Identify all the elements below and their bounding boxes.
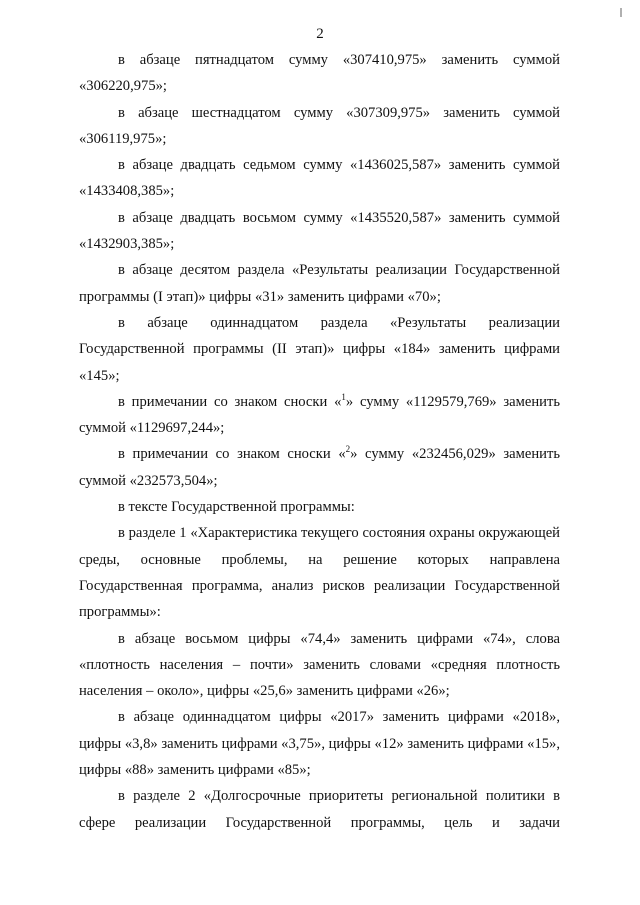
- paragraph: в тексте Государственной программы:: [118, 499, 355, 516]
- paragraph-footnote-2: [79, 441, 560, 494]
- footnote-mark: 1: [341, 391, 346, 402]
- paragraph-text: в примечании со знаком сноски «: [118, 393, 342, 410]
- paragraph-text: » сумму «232456,029» заменить суммой «232573,504»;: [79, 446, 560, 489]
- page-number: 2: [316, 26, 324, 42]
- paragraph: в абзаце одиннадцатом раздела «Результаты реализации Государственной программы (II этап)» цифры «184» заменить цифрами «145»;: [79, 314, 560, 384]
- paragraph: в абзаце шестнадцатом сумму «307309,975» заменить суммой «306119,975»;: [79, 104, 560, 147]
- paragraph: в абзаце десятом раздела «Результаты реализации Государственной программы (I этап)» цифры «31» заменить цифрами «70»;: [79, 262, 560, 305]
- paragraph-text: в примечании со знаком сноски «: [118, 446, 346, 463]
- paragraph: в абзаце двадцать седьмом сумму «1436025,587» заменить суммой «1433408,385»;: [79, 157, 560, 200]
- paragraph: в абзаце восьмом цифры «74,4» заменить цифрами «74», слова «плотность населения – почти» заменить словами «средняя плотность населения – около», цифры «25,6» заменить цифрами «26»;: [79, 630, 560, 700]
- document-body: [79, 47, 560, 836]
- scan-mark: [620, 8, 622, 17]
- paragraph: в абзаце пятнадцатом сумму «307410,975» заменить суммой «306220,975»;: [79, 52, 560, 95]
- paragraph: в абзаце двадцать восьмом сумму «1435520,587» заменить суммой «1432903,385»;: [79, 209, 560, 253]
- paragraph-text: » сумму «1129579,769» заменить суммой «1129697,244»;: [79, 393, 560, 437]
- paragraph: в разделе 1 «Характеристика текущего состояния охраны окружающей среды, основные проблемы, на решение которых направлена Государственная программа, анализ рисков реализации Государственной программы»:: [79, 525, 560, 621]
- paragraph: в разделе 2 «Долгосрочные приоритеты региональной политики в сфере реализации Государственной программы, цель и задачи: [79, 788, 560, 831]
- footnote-mark: 2: [345, 444, 351, 455]
- paragraph: в абзаце одиннадцатом цифры «2017» заменить цифрами «2018», цифры «3,8» заменить цифрами «3,75», цифры «12» заменить цифрами «15», цифры «88» заменить цифрами «85»;: [79, 709, 560, 779]
- paragraph-footnote-1: [79, 389, 560, 442]
